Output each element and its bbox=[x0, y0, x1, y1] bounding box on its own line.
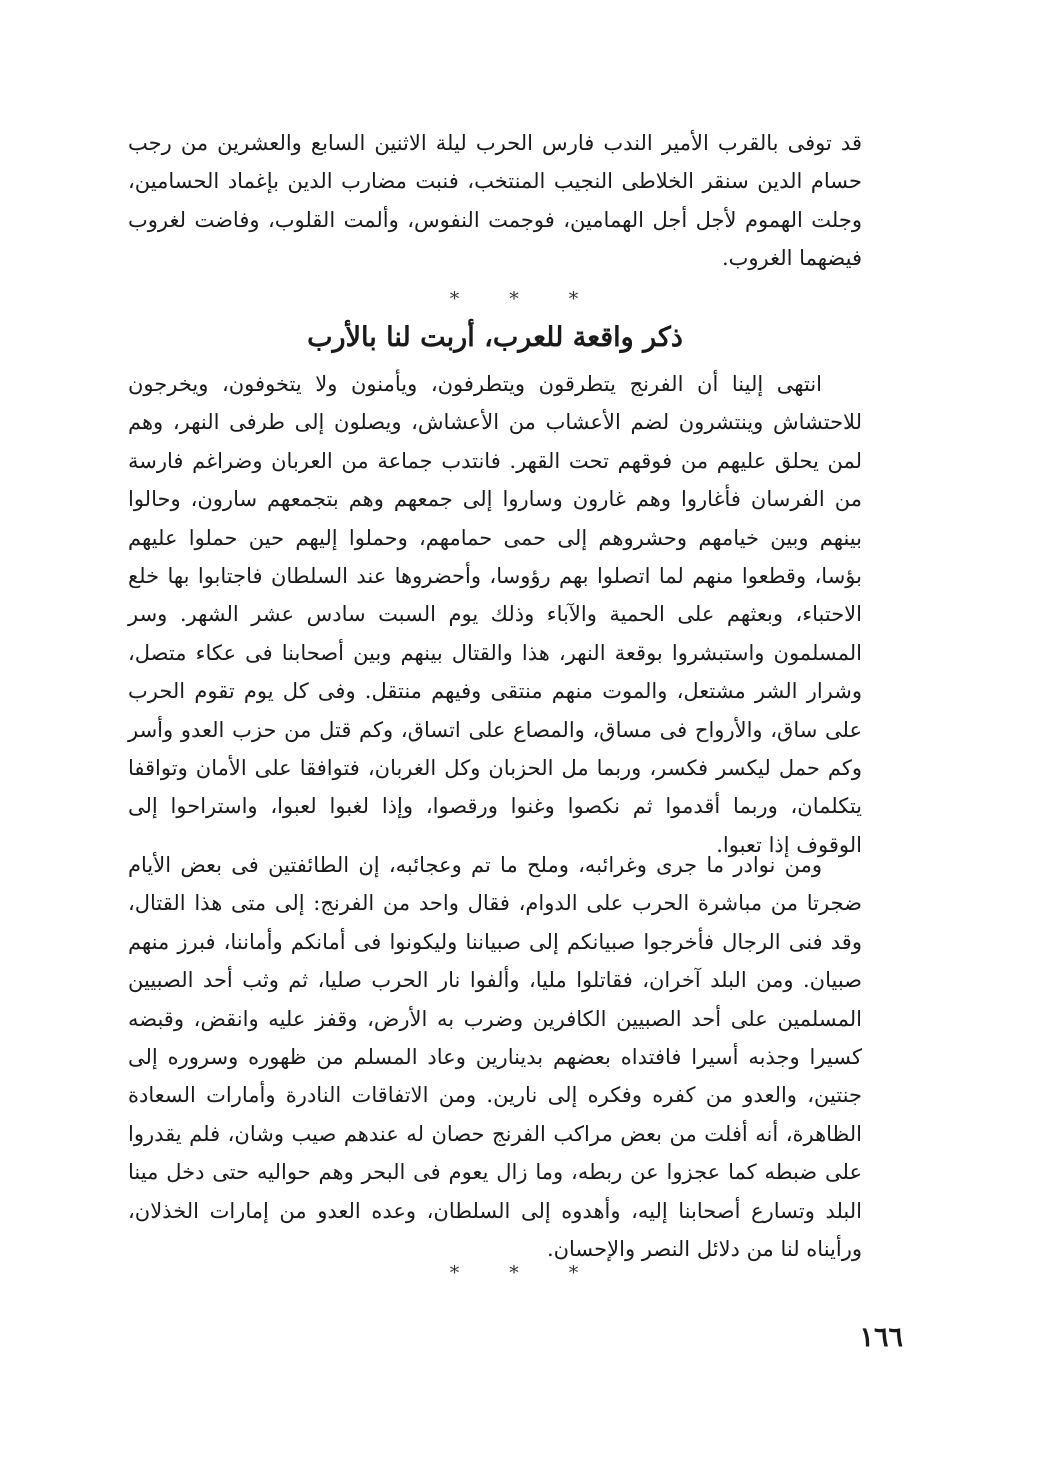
section-separator-top: * * * bbox=[449, 288, 601, 310]
body-paragraph-1-text: انتهى إلينا أن الفرنج يتطرقون ويتطرفون، ويأمنون ولا يتخوفون، ويخرجون للاحتشاش وينتشرون لضم الأعشاب من الأعشاش، ويصلون إلى طرفى النهر، وهم لمن يحلق عليهم من فوقهم تحت القهر. فانتدب جماعة من العربان وضراغم فارسة من الفرسان فأغاروا وهم غارون وساروا إلى جمعهم وهم بتجمعهم سارون، وحالوا بينهم وبين خيامهم وحشروهم إلى حمى حمامهم، وحملوا إليهم حين حملوا عليهم بؤسا، وقطعوا منهم لما اتصلوا بهم رؤوسا، وأحضروها عند السلطان فاجتابوا بها خلع الاحتباء، وبعثهم على الحمية والآباء وذلك يوم السبت سادس عشر الشهر. وسر المسلمون واستبشروا بوقعة النهر، هذا والقتال بينهم وبين أصحابنا فى عكاء متصل، وشرار الشر مشتعل، والموت منهم منتقى وفيهم منتقل. وفى كل يوم تقوم الحرب على ساق، والأرواح فى مساق، والمصاع على اتساق، وكم قتل من حزب العدو وأسر وكم حمل ليكسر فكسر، وربما مل الحزبان وكل الغربان، فتوافقا على الأمان وتواقفا يتكلمان، وربما أقدموا ثم نكصوا وغنوا ورقصوا، وإذا لغبوا لعبوا، واستراحوا إلى الوقوف إذا تعبوا. bbox=[128, 372, 862, 857]
intro-paragraph: قد توفى بالقرب الأمير الندب فارس الحرب ليلة الاثنين السابع والعشرين من رجب حسام الدين سنقر الخلاطى النجيب المنتخب، فنبت مضارب الدين بإغماد الحسامين، وجلت الهموم لأجل أجل الهمامين، فوجمت النفوس، وألمت القلوب، وفاضت لغروب فيضهما الغروب. bbox=[128, 131, 862, 271]
body-paragraph-2 bbox=[128, 846, 862, 1268]
page-number: ١٦٦ bbox=[859, 1322, 903, 1353]
section-title: ذكر واقعة للعرب، أربت لنا بالأرب bbox=[307, 322, 683, 353]
body-paragraph-1 bbox=[128, 365, 862, 864]
section-separator-bottom: * * * bbox=[449, 1262, 601, 1284]
body-paragraph-2-text: ومن نوادر ما جرى وغرائبه، وملح ما تم وعجائبه، إن الطائفتين فى بعض الأيام ضجرتا من مباشرة الحرب على الدوام، فقال واحد من الفرنج: إلى متى هذا القتال، وقد فنى الرجال فأخرجوا صبيانكم إلى صبياننا وليكونوا فى أمانكم وأماننا، فبرز منهم صبيان. ومن البلد آخران، فقاتلوا مليا، وألفوا نار الحرب صليا، ثم وثب أحد الصبيين المسلمين على أحد الصبيين الكافرين وضرب به الأرض، وقفز عليه وانقض، وقبضه كسيرا وجذبه أسيرا فافتداه بعضهم بدينارين وعاد المسلم من ظهوره وسروره إلى جنتين، والعدو من كفره وفكره إلى نارين. ومن الاتفاقات النادرة وأمارات السعادة الظاهرة، أنه أفلت من بعض مراكب الفرنج حصان له عندهم صيب وشان، فلم يقدروا على ضبطه كما عجزوا عن ربطه، وما زال يعوم فى البحر وهم حواليه حتى دخل مينا البلد وتسارع أصحابنا إليه، وأهدوه إلى السلطان، وعده العدو من إمارات الخذلان، ورأيناه لنا من دلائل النصر والإحسان. bbox=[128, 853, 862, 1262]
